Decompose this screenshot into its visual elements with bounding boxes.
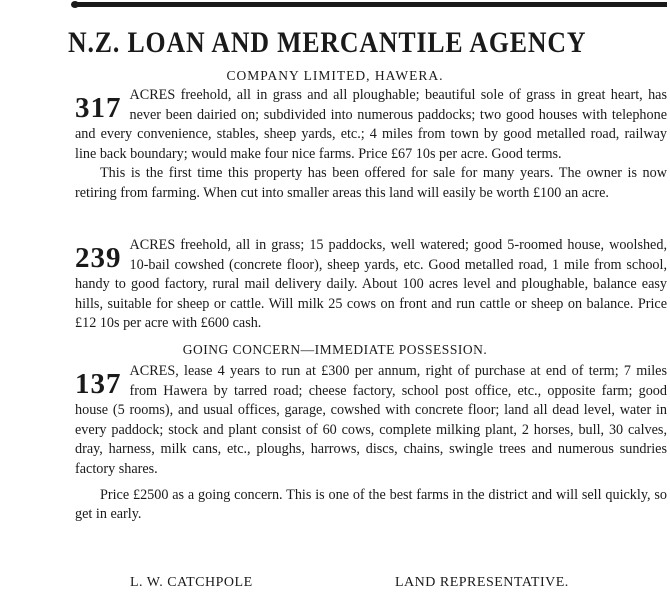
acres-number: 239 — [75, 242, 122, 274]
agent-role: LAND REPRESENTATIVE. — [395, 575, 569, 590]
listing-extra: This is the first time this property has been offered for sale for many years. The owner is now retiring from farming. When cut into smaller areas this land will easily be worth £100 an acre. — [75, 165, 667, 201]
acres-number: 137 — [75, 368, 122, 400]
section-heading: GOING CONCERN—IMMEDIATE POSSESSION. — [182, 342, 488, 357]
listing-text: ACRES freehold, all in grass and all ploughable; beautiful sole of grass in great heart, has never been dairied on; subdivided into numerous paddocks; two good houses with telephone and every convenience, stables, sheep yards, etc.; 4 miles from town by good metalled road, railway line back boundary; would make four nice farms. Price £67 10s per acre. Good terms. — [75, 87, 667, 162]
agency-title: N.Z. LOAN AND MERCANTILE AGENCY — [68, 26, 587, 59]
acres-number: 317 — [75, 92, 122, 124]
listing-extra: Price £2500 as a going concern. This is one of the best farms in the district and will sell quickly, so get in early. — [75, 486, 667, 523]
agency-subtitle: COMPANY LIMITED, HAWERA. — [226, 68, 444, 83]
listing-317 — [75, 86, 667, 204]
listing-137 — [75, 362, 667, 525]
top-rule — [75, 2, 667, 7]
listing-239 — [75, 236, 667, 334]
listing-text: ACRES freehold, all in grass; 15 paddocks, well watered; good 5-roomed house, woolshed, 10-bail cowshed (concrete floor), sheep yards, etc. Good metalled road, 1 mile from school, handy to good factory, rural mail delivery daily. About 100 acres level and ploughable, balance easy hills, suitable for sheep or cattle. Will milk 25 cows on front and run cattle or sheep on balance. Price £12 10s per acre with £600 cash. — [75, 237, 667, 332]
agent-name: L. W. CATCHPOLE — [130, 575, 253, 590]
listing-text: ACRES, lease 4 years to run at £300 per annum, right of purchase at end of term; 7 miles from Hawera by tarred road; cheese factory, school post office, etc., opposite farm; good house (5 rooms), and usual offices, garage, cowshed with concrete floor; land all dead level, water in every paddock; stock and plant consist of 60 cows, complete milking plant, 2 horses, bull, 30 calves, dray, harness, milk cans, etc., ploughs, harrows, discs, chains, swingle trees and numerous sundries factory shares. — [75, 363, 667, 477]
